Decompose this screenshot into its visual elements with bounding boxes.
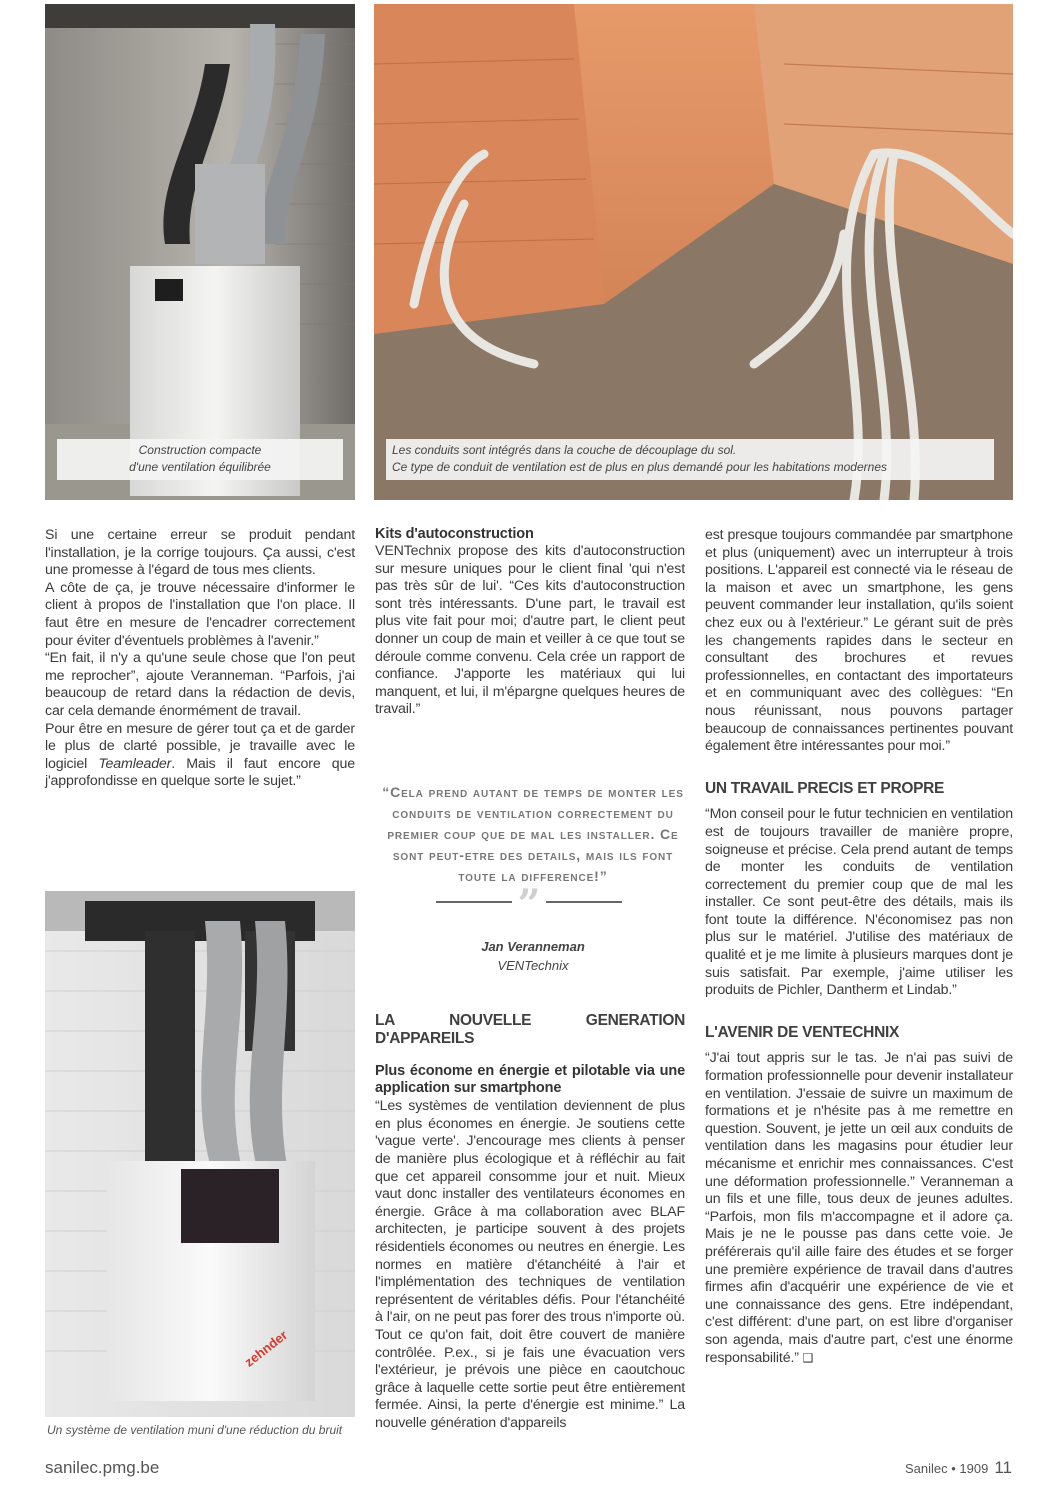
text-span: . Mais il faut encore que j'approfondisse en quelque sorte le sujet.” (45, 755, 355, 790)
photo-zehnder-unit (45, 891, 355, 1417)
section-title: L'AVENIR DE VENTECHNIX (705, 1023, 900, 1041)
paragraph: “En fait, il n'y a qu'une seule chose que l'on peut me reprocher”, ajoute Veranneman. “Parfois, j'ai beaucoup de retard dans la rédaction de devis, car cela demande énormément de travail. (45, 650, 355, 719)
author-name: Jan Veranneman (481, 939, 585, 954)
column-3 (705, 527, 1013, 1367)
software-name: Teamleader (98, 755, 172, 772)
svg-text:”: ” (517, 888, 541, 918)
paragraph: A côte de ça, je trouve nécessaire d'informer le client à propos de l'installation que l'on place. Il faut être en mesure de l'encadrer correctement pour éviter d'éventuels problèmes à l'avenir.” (45, 579, 355, 649)
subsection-title: Kits d'autoconstruction (375, 526, 534, 542)
photo-ventilation-unit (45, 4, 355, 500)
paragraph: “Mon conseil pour le futur technicien en ventilation est de toujours travailler de manière propre, soigneuse et précise. Cela prend autant de temps de monter les conduits de ventilation correctement du premier coup que de mal les installer. Ce sont peut-être des détails, mais ils font toute la différence. N'économisez pas non plus sur le matériel. J'utilise des matériaux de qualité et je me limite à plusieurs marques dont je suis satisfait. Par exemple, j'aime utiliser les produits de Pichler, Dantherm et Lindab.” (705, 806, 1013, 999)
end-mark-icon: ❑ (802, 1350, 814, 1365)
quote-author (376, 937, 690, 975)
paragraph (705, 1050, 1013, 1367)
website-link[interactable]: sanilec.pmg.be (45, 1458, 160, 1477)
brand-logo: zehnder (241, 1327, 291, 1370)
column-2 (375, 526, 685, 719)
subsection-title: Plus économe en énergie et pilotable via une application sur smartphone (375, 1063, 685, 1097)
paragraph: “Les systèmes de ventilation deviennent de plus en plus économes en énergie. Je soutiens cette 'vague verte'. J'encourage mes clients à penser de manière plus écologique et à réfléchir au fait que cet appareil consomme jour et nuit. Mieux vaut donc installer des ventilateurs économes en énergie. Grâce à ma collaboration avec BLAF architecten, je participe souvent à des projets résidentiels économes ou neutres en énergie. Les normes en matière d'étanchéité à l'air et l'implémentation des techniques de ventilation représentent de véritables défis. Pour l'étanchéité à l'air, on ne peut pas forer des trous n'importe où. Tout ce qu'on fait, doit être couvert de manière contrôlée. P.ex., si je fais une évacuation vers l'extérieur, je prévois une pièce en caoutchouc grâce à laquelle cette sortie peut être entièrement fermée. Ainsi, la perte d'énergie est minime.” La nouvelle génération d'appareils (375, 1098, 685, 1431)
pull-quote: “Cela prend autant de temps de monter les conduits de ventilation correctement du premier coup que de mal les installer. Ce sont peut-etre des details, mais ils font toute la difference!” (382, 784, 684, 884)
column-2-lower (375, 1012, 685, 1432)
paragraph: est presque toujours commandée par smartphone et plus (uniquement) avec un interrupteur à trois positions. L'appareil est connecté via le réseau de la maison et avec un smartphone, les gens peuvent commander leur installation, qu'ils soient chez eux ou à l'extérieur.” Le gérant suit de près les changements rapides dans le secteur en consultant des brochures et revues professionnelles, en contactant des importateurs et en communiquant avec des collègues: “En nous réunissant, nous pouvons partager beaucoup de connaissances pertinentes pouvant également être intéressantes pour moi.” (705, 527, 1013, 755)
photo-caption (57, 439, 343, 480)
column-1 (45, 527, 355, 791)
text-span: Pour être en mesure de gérer tout ça et de garder le plus de clarté possible, je travaille avec le logiciel (45, 720, 355, 772)
caption-line: d'une ventilation équilibrée (129, 460, 271, 474)
paragraph: Si une certaine erreur se produit pendant l'installation, je la corrige toujours. Ça aussi, c'est une promesse à l'égard de tous mes clients. (45, 527, 355, 579)
photo-floor-conduits (374, 4, 1013, 500)
text-span: “J'ai tout appris sur le tas. Je n'ai pas suivi de formation professionnelle pour devenir installateur en ventilation. J'essaie de suivre un maximum de formations et je n'hésite pas à me remettre en question. Souvent, je jette un œil aux conduits de ventilation dans les magasins pour étudier leur mécanisme et enrichir mes connaissances. C'est une déformation professionnelle.” Veranneman a un fils et une fille, tous deux de jeunes adultes. “Parfois, mon fils m'accompagne et il adore ça. Mais je ne le pousse pas dans cette voie. Je préférerais qu'il aille faire des études et se forger une première expérience de travail dans d'autres firmes afin d'acquérir une expérience de vie et une connaissance des gens. Etre indépendant, c'est différent: d'une part, on est libre d'organiser son agenda, mais d'autre part, c'est une énorme responsabilité.” (705, 1050, 1013, 1366)
section-title: LA NOUVELLE GENERATION D'APPAREILS (375, 1012, 685, 1047)
magazine-issue: Sanilec • 1909 (905, 1461, 989, 1476)
paragraph (45, 721, 355, 791)
caption-line: Les conduits sont intégrés dans la couche de découplage du sol. (392, 443, 737, 457)
photo-caption: Un système de ventilation muni d'une réduction du bruit (47, 1423, 343, 1437)
section-title: UN TRAVAIL PRECIS ET PROPRE (705, 779, 945, 797)
caption-line: Ce type de conduit de ventilation est de plus en plus demandé pour les habitations modernes (392, 460, 887, 474)
paragraph: VENTechnix propose des kits d'autoconstruction sur mesure uniques pour le client final 'qui n'est pas très sûr de lui'. “Ces kits d'autoconstruction sont très intéressants. D'une part, le travail est plus vite fait pour moi; d'autre part, le client peut donner un coup de main et veiller à ce que tout se déroule comme convenu. Cela crée un rapport de confiance. J'apporte les matériaux qui lui manquent, et lui, il m'épargne quelques heures de travail.” (375, 543, 685, 718)
page-number: 11 (994, 1458, 1012, 1477)
author-company: VENTechnix (497, 958, 569, 973)
photo-caption (386, 439, 994, 480)
caption-line: Construction compacte (138, 443, 262, 457)
quote-mark-icon (436, 888, 622, 918)
footer-issue (905, 1458, 1012, 1478)
